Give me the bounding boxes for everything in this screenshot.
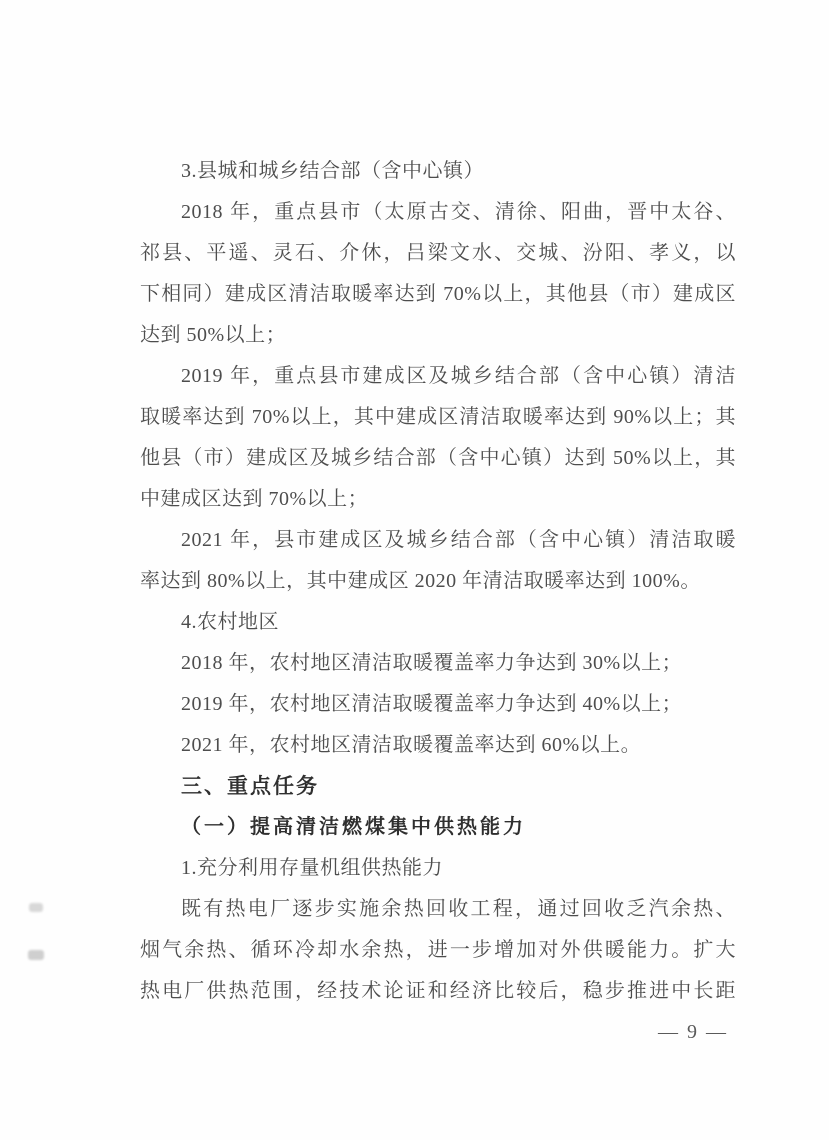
text-line: 他县（市）建成区及城乡结合部（含中心镇）达到 50%以上，其: [140, 447, 736, 469]
text-line: 中建成区达到 70%以上；: [140, 488, 369, 510]
text-line: 4.农村地区: [181, 611, 279, 633]
text-line: 三、重点任务: [181, 775, 319, 798]
text-line: 烟气余热、循环冷却水余热，进一步增加对外供暖能力。扩大: [140, 939, 736, 961]
text-line: 2021 年，农村地区清洁取暖覆盖率达到 60%以上。: [181, 734, 642, 756]
text-line: （一）提高清洁燃煤集中供热能力: [181, 816, 526, 838]
scan-artifact: [28, 950, 44, 960]
text-line: 2019 年，农村地区清洁取暖覆盖率力争达到 40%以上；: [181, 693, 683, 715]
text-line: 达到 50%以上；: [140, 324, 287, 346]
text-line: 2021 年，县市建成区及城乡结合部（含中心镇）清洁取暖: [181, 529, 736, 551]
text-line: 3.县城和城乡结合部（含中心镇）: [181, 160, 484, 182]
text-line: 下相同）建成区清洁取暖率达到 70%以上，其他县（市）建成区: [140, 283, 736, 305]
text-line: 2018 年，重点县市（太原古交、清徐、阳曲，晋中太谷、: [181, 201, 736, 223]
text-line: 热电厂供热范围，经技术论证和经济比较后，稳步推进中长距: [140, 980, 736, 1002]
text-line: 2019 年，重点县市建成区及城乡结合部（含中心镇）清洁: [181, 365, 736, 387]
page-number: — 9 —: [658, 1021, 728, 1043]
text-line: 既有热电厂逐步实施余热回收工程，通过回收乏汽余热、: [181, 898, 736, 920]
text-line: 取暖率达到 70%以上，其中建成区清洁取暖率达到 90%以上；其: [140, 406, 736, 428]
text-line: 率达到 80%以上，其中建成区 2020 年清洁取暖率达到 100%。: [140, 570, 701, 592]
scan-artifact: [29, 903, 43, 912]
text-line: 1.充分利用存量机组供热能力: [181, 857, 443, 879]
document-body: [140, 151, 736, 1012]
text-line: 2018 年，农村地区清洁取暖覆盖率力争达到 30%以上；: [181, 652, 683, 674]
text-line: 祁县、平遥、灵石、介休，吕梁文水、交城、汾阳、孝义，以: [140, 242, 736, 264]
